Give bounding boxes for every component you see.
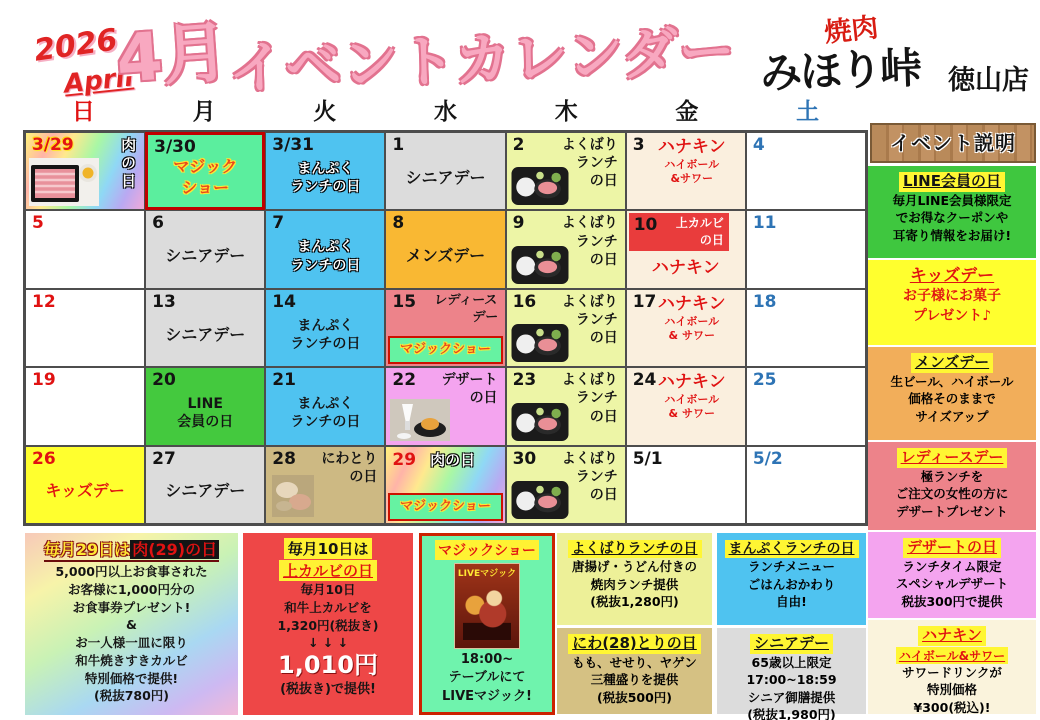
- niku-day-body-line: お客様に1,000円分の: [67, 581, 196, 597]
- date-number: 28: [272, 448, 296, 469]
- year-label: 2026: [31, 22, 120, 69]
- ladies-day-info-box: [868, 442, 1036, 530]
- calendar-cell-30: [506, 446, 626, 524]
- event-label-vertical: 肉の日: [119, 137, 138, 191]
- date-number: 2: [512, 135, 525, 155]
- date-row: [152, 213, 260, 233]
- date-row: [392, 213, 500, 233]
- date-row: [154, 137, 258, 157]
- lunch-photo: [511, 167, 569, 205]
- niku-day-info-box: [25, 533, 238, 715]
- event-label-line: ランチ: [575, 155, 618, 172]
- date-row: [32, 370, 140, 390]
- yokubari-lunch-info-box: [557, 533, 712, 625]
- calendar-cell-14: [265, 289, 385, 367]
- date-row: [392, 449, 500, 470]
- date-number: 16: [512, 291, 537, 312]
- date-row: [633, 370, 741, 390]
- kalbi-day-body-line: 和牛上カルビを: [284, 599, 372, 615]
- dessert-day-body-line: 税抜300円で提供: [901, 593, 1003, 609]
- date-number: 1: [392, 135, 405, 155]
- calendar-cell-3-30: [145, 132, 265, 210]
- event-label-line: 会員の日: [177, 414, 234, 431]
- calendar-cell-13: [145, 289, 265, 367]
- date-row: [32, 292, 140, 312]
- lunch-photo: [511, 246, 569, 284]
- magic-show-strip: マジックショー: [388, 336, 502, 364]
- yokubari-lunch-body-line: 焼肉ランチ提供: [590, 576, 679, 592]
- event-label-line: ハイボール: [664, 158, 720, 172]
- event-label-line: の日: [469, 390, 498, 407]
- meat-photo: [29, 158, 99, 206]
- calendar-cell-24: [626, 367, 746, 445]
- calendar-cell-5-1: [626, 446, 746, 524]
- senior-day-title: シニアデー: [750, 634, 833, 654]
- date-number: 10: [633, 215, 658, 236]
- date-number: 25: [752, 370, 777, 391]
- ladies-day-body-line: ご注文の女性の方に: [895, 486, 1009, 501]
- manpuku-lunch-info-box: [717, 533, 866, 625]
- date-row: [32, 449, 140, 469]
- niku-day-title-right: 肉(29)の日: [132, 540, 218, 559]
- niku-day-body-line: 特別価格で提供!: [84, 670, 179, 686]
- yokubari-lunch-title: よくばりランチの日: [568, 540, 702, 558]
- date-row: [392, 292, 500, 312]
- ladies-day-title: レディースデー: [897, 448, 1008, 468]
- event-label-line: ハナキン: [651, 257, 720, 278]
- date-row: [152, 449, 260, 469]
- niku-day-body-line: 和牛焼きすきカルビ: [75, 652, 188, 668]
- line-members-body-line: 耳寄り情報をお届け!: [892, 227, 1012, 243]
- date-number: 29: [392, 449, 417, 470]
- date-number: 3/29: [32, 135, 74, 155]
- niku-day-title-left: 毎月29日は: [43, 540, 131, 559]
- date-number: 5/1: [632, 448, 663, 469]
- event-label-line: まんぷく: [297, 239, 354, 256]
- date-number: 7: [272, 213, 285, 234]
- date-row: [753, 292, 861, 312]
- event-label-line: よくばり: [561, 215, 618, 232]
- yokubari-lunch-body-line: (税抜1,280円): [590, 594, 679, 610]
- event-label-line: ランチの日: [290, 257, 361, 274]
- date-row: [272, 449, 380, 469]
- calendar-cell-17: [626, 289, 746, 367]
- chicken-photo: [272, 475, 314, 517]
- kids-day-body-line: プレゼント♪: [912, 307, 992, 324]
- mens-day-body-line: 生ビール、ハイボール: [890, 373, 1014, 389]
- event-label-line: メンズデー: [405, 246, 486, 266]
- date-number: 15: [392, 291, 417, 312]
- date-row: [753, 135, 861, 155]
- magic-show-body: [422, 651, 552, 706]
- event-label-line: & サワー: [668, 407, 715, 421]
- date-number: 9: [512, 213, 525, 234]
- magic-show-body-line: 18:00~: [460, 652, 514, 667]
- calendar-cell-25: [746, 367, 866, 445]
- niwatori-day-title: にわ(28)とりの日: [568, 634, 701, 654]
- lunch-photo: [511, 324, 569, 362]
- date-row: [272, 292, 380, 312]
- weekday-label: 火: [313, 99, 337, 125]
- event-label-line: ランチの日: [290, 414, 361, 431]
- event-label-line: ハナキン: [657, 293, 726, 314]
- kalbi-day-body: [243, 581, 413, 652]
- date-row: [32, 213, 140, 233]
- date-number: 3: [632, 135, 645, 155]
- date-number: 13: [152, 291, 176, 312]
- event-label-line: まんぷく: [297, 396, 354, 413]
- event-label-line: シニアデー: [165, 324, 246, 344]
- event-label-line: シニアデー: [165, 481, 246, 501]
- calendar-cell-23: [506, 367, 626, 445]
- lunch-photo: [511, 403, 569, 441]
- event-label-line: デー: [470, 309, 499, 325]
- calendar-cell-27: [145, 446, 265, 524]
- date-number: 19: [32, 370, 56, 391]
- dessert-photo: [390, 399, 450, 441]
- date-row: [753, 449, 861, 469]
- kalbi-day-footnote: (税抜き)で提供!: [280, 682, 376, 698]
- date-row: [633, 292, 741, 312]
- date-number: 12: [32, 291, 56, 312]
- event-label-line: ランチ: [575, 468, 618, 485]
- niku-day-body: [25, 563, 238, 705]
- weekday-label: 木: [554, 99, 578, 125]
- date-number: 3/30: [154, 137, 196, 157]
- date-number: 8: [392, 213, 405, 234]
- calendar-cell-3-29: [25, 132, 145, 210]
- mens-day-info-box: [868, 347, 1036, 440]
- weekday-label: 日: [71, 99, 95, 125]
- date-number: 6: [152, 213, 164, 234]
- niwatori-day-info-box: [557, 628, 712, 714]
- weekday-label: 水: [433, 99, 457, 125]
- calendar-cell-3-31: [265, 132, 385, 210]
- date-number: 14: [272, 291, 296, 312]
- calendar-cell-29: [385, 446, 505, 524]
- calendar-cell-3: [626, 132, 746, 210]
- kalbi-day-body-line: ↓ ↓ ↓: [307, 635, 349, 651]
- banner-label-line: の日: [699, 233, 724, 248]
- calendar-cell-20: [145, 367, 265, 445]
- calendar-cell-15: [385, 289, 505, 367]
- date-number: 23: [512, 370, 537, 391]
- magic-show-poster-title: LIVEマジック: [457, 569, 517, 579]
- event-label-line: シニアデー: [165, 246, 246, 266]
- calendar-cell-5: [25, 210, 145, 288]
- kalbi-day-banner: [629, 213, 729, 251]
- event-label-line: の日: [589, 251, 618, 268]
- senior-day-body-line: (税抜1,980円): [747, 707, 836, 720]
- calendar-grid: [23, 130, 868, 526]
- banner-label-line: 上カルビ: [675, 216, 724, 231]
- date-row: [633, 135, 741, 155]
- date-row: [272, 213, 380, 233]
- date-number: 30: [512, 448, 537, 469]
- niwatori-day-body-line: (税抜500円): [596, 689, 673, 705]
- date-number: 27: [152, 448, 176, 469]
- calendar-cell-9: [506, 210, 626, 288]
- weekday-header-row: [23, 96, 868, 128]
- event-label-line: ランチの日: [290, 179, 361, 196]
- event-label-line: & サワー: [668, 328, 715, 342]
- line-members-title: LINE会員の日: [899, 172, 1005, 192]
- senior-day-body-line: シニア御膳提供: [747, 689, 836, 705]
- calendar-cell-5-2: [746, 446, 866, 524]
- date-row: [32, 135, 140, 155]
- magic-show-strip: マジックショー: [388, 493, 502, 521]
- mens-day-body-line: 価格そのままで: [908, 391, 996, 406]
- event-label-line: にわとり: [321, 450, 378, 467]
- event-label-line: ハナキン: [657, 137, 726, 157]
- dessert-day-body-line: スペシャルデザート: [895, 576, 1009, 591]
- magic-show-info-box: [419, 533, 555, 715]
- event-label-line: ランチ: [575, 390, 618, 407]
- niwatori-day-body-line: もも、せせり、ヤゲン: [572, 654, 697, 670]
- date-number: 17: [632, 291, 657, 312]
- hanakin-title: ハナキン: [918, 626, 986, 646]
- restaurant-branch-label: 徳山店: [948, 65, 1029, 96]
- event-label-line: ランチ: [575, 311, 618, 328]
- date-row: [392, 370, 500, 390]
- event-label-line: よくばり: [561, 293, 618, 310]
- date-row: [152, 370, 260, 390]
- event-label-line: の日: [589, 330, 618, 347]
- niku-day-body-line: お一人様一皿に限り: [75, 635, 188, 650]
- date-row: [272, 370, 380, 390]
- event-label-line: の日: [589, 408, 618, 425]
- ladies-day-body-line: 極ランチを: [920, 468, 984, 484]
- date-number: 22: [392, 370, 417, 391]
- kalbi-day-title-1: 毎月10日は: [284, 538, 373, 559]
- magic-show-poster-image: [454, 563, 520, 649]
- event-label-line: よくばり: [561, 137, 618, 153]
- calendar-cell-16: [506, 289, 626, 367]
- niku-day-title: [44, 537, 219, 562]
- ladies-day-body-line: デザートプレゼント: [896, 503, 1008, 519]
- month-japanese-label: 4月: [113, 13, 231, 98]
- event-label-line: ランチの日: [290, 335, 361, 352]
- line-members-info-box: [868, 166, 1036, 258]
- events-legend-title: イベント説明: [870, 123, 1036, 163]
- event-label-line: ハナキン: [657, 372, 726, 393]
- hanakin-body-line: ¥300(税込)!: [913, 699, 991, 715]
- calendar-cell-4: [746, 132, 866, 210]
- event-label-line: キッズデー: [45, 481, 125, 501]
- event-label-line: よくばり: [561, 372, 618, 389]
- date-row: [753, 370, 861, 390]
- senior-day-body-line: 65歳以上限定: [751, 654, 832, 670]
- date-number: 5: [32, 213, 44, 234]
- manpuku-lunch-body-line: ごはんおかわり: [747, 576, 836, 592]
- calendar-cell-6: [145, 210, 265, 288]
- line-members-body-line: 毎月LINE会員様限定: [892, 192, 1012, 208]
- magic-show-body-line: テーブルにて: [448, 670, 526, 686]
- event-label-line: LINE: [187, 396, 223, 413]
- kalbi-day-body-line: 毎月10日: [300, 582, 356, 597]
- event-label-line: デザート: [441, 372, 498, 389]
- date-row: [272, 135, 380, 155]
- event-label-line: よくばり: [561, 450, 618, 467]
- calendar-cell-8: [385, 210, 505, 288]
- calendar-cell-22: [385, 367, 505, 445]
- dessert-day-title: デザートの日: [903, 538, 1001, 558]
- event-label-line: ランチ: [575, 233, 618, 250]
- date-number: 18: [752, 291, 777, 312]
- event-label-line: ハイボール: [664, 393, 720, 407]
- hanakin-body-line: 特別価格: [926, 682, 977, 697]
- kalbi-day-info-box: [243, 533, 413, 715]
- niku-day-body-line: お食事券プレゼント!: [72, 599, 191, 615]
- weekday-label: 金: [675, 99, 699, 125]
- date-row: [633, 449, 741, 469]
- calendar-cell-19: [25, 367, 145, 445]
- calendar-cell-12: [25, 289, 145, 367]
- date-number: 5/2: [752, 448, 783, 469]
- hanakin-body-line: サワードリンクが: [902, 664, 1002, 680]
- event-label-line: の日: [349, 468, 378, 485]
- magic-show-body-line: LIVEマジック!: [442, 688, 532, 704]
- manpuku-lunch-body-line: ランチメニュー: [747, 559, 835, 575]
- date-row: [513, 213, 621, 233]
- date-row: [392, 135, 500, 155]
- calendar-cell-21: [265, 367, 385, 445]
- event-label-line: マジック: [173, 157, 238, 177]
- event-label: 肉の日: [430, 450, 476, 469]
- magic-show-title: マジックショー: [435, 540, 539, 560]
- dessert-day-info-box: [868, 532, 1036, 618]
- restaurant-logo-yakiniku: 焼肉: [822, 12, 880, 49]
- date-number: 4: [752, 135, 765, 155]
- event-label-line: まんぷく: [297, 317, 354, 334]
- mens-day-body-line: サイズアップ: [915, 408, 989, 424]
- date-row: [753, 213, 861, 233]
- calendar-cell-28: [265, 446, 385, 524]
- calendar-cell-1: [385, 132, 505, 210]
- calendar-cell-7: [265, 210, 385, 288]
- date-row: [513, 292, 621, 312]
- niku-day-body-line: (税抜780円): [93, 688, 170, 704]
- kids-day-body-line: お子様にお菓子: [903, 288, 1001, 305]
- kids-day-title: キッズデー: [909, 266, 995, 286]
- calendar-cell-11: [746, 210, 866, 288]
- event-label-line: シニアデー: [405, 167, 486, 187]
- date-number: 24: [632, 370, 657, 391]
- niwatori-day-body-line: 三種盛りを提供: [590, 672, 679, 687]
- weekday-label: 月: [192, 99, 216, 125]
- niku-day-body-line: 5,000円以上お食事された: [55, 564, 208, 579]
- hanakin-info-box: [868, 620, 1036, 714]
- date-number: 11: [752, 213, 777, 234]
- banner-label: [676, 215, 724, 249]
- lunch-photo: [511, 481, 569, 519]
- date-number: 26: [32, 448, 56, 469]
- event-label-line: ショー: [181, 178, 230, 198]
- kalbi-day-body-line: 1,320円(税抜き): [277, 617, 379, 633]
- manpuku-lunch-title: まんぷくランチの日: [725, 540, 859, 558]
- event-label-line: ハイボール: [664, 314, 720, 328]
- hanakin-subtitle: ハイボール&サワー: [896, 647, 1008, 664]
- month-english-label: April: [62, 62, 135, 100]
- kalbi-day-title-2: 上カルビの日: [279, 560, 377, 581]
- senior-day-info-box: [717, 628, 866, 720]
- page-title: イベントカレンダー: [227, 19, 737, 102]
- restaurant-logo-name: みほり峠: [759, 43, 921, 98]
- event-label-line: レディース: [433, 292, 499, 308]
- weekday-label: 土: [796, 99, 820, 125]
- event-label-line: の日: [589, 486, 618, 503]
- event-label-line: &サワー: [670, 171, 714, 185]
- calendar-cell-26: [25, 446, 145, 524]
- line-members-body-line: でお得なクーポンや: [895, 210, 1009, 225]
- dessert-day-body-line: ランチタイム限定: [902, 558, 1002, 574]
- calendar-cell-10: [626, 210, 746, 288]
- niku-day-body-line: &: [126, 617, 137, 633]
- date-row: [513, 135, 621, 155]
- mens-day-title: メンズデー: [911, 353, 993, 373]
- date-number: 20: [152, 370, 176, 391]
- manpuku-lunch-body-line: 自由!: [776, 594, 807, 610]
- yokubari-lunch-body-line: 唐揚げ・うどん付きの: [571, 559, 697, 575]
- date-row: [513, 449, 621, 469]
- date-number: 3/31: [272, 135, 314, 155]
- date-row: [513, 370, 621, 390]
- date-number: 21: [272, 370, 296, 391]
- calendar-cell-2: [506, 132, 626, 210]
- event-label-line: の日: [589, 173, 618, 190]
- kids-day-info-box: [868, 260, 1036, 345]
- kalbi-day-price: 1,010円: [278, 651, 378, 679]
- calendar-cell-18: [746, 289, 866, 367]
- senior-day-body-line: 17:00~18:59: [746, 672, 837, 687]
- date-row: [152, 292, 260, 312]
- event-label-line: まんぷく: [297, 161, 354, 177]
